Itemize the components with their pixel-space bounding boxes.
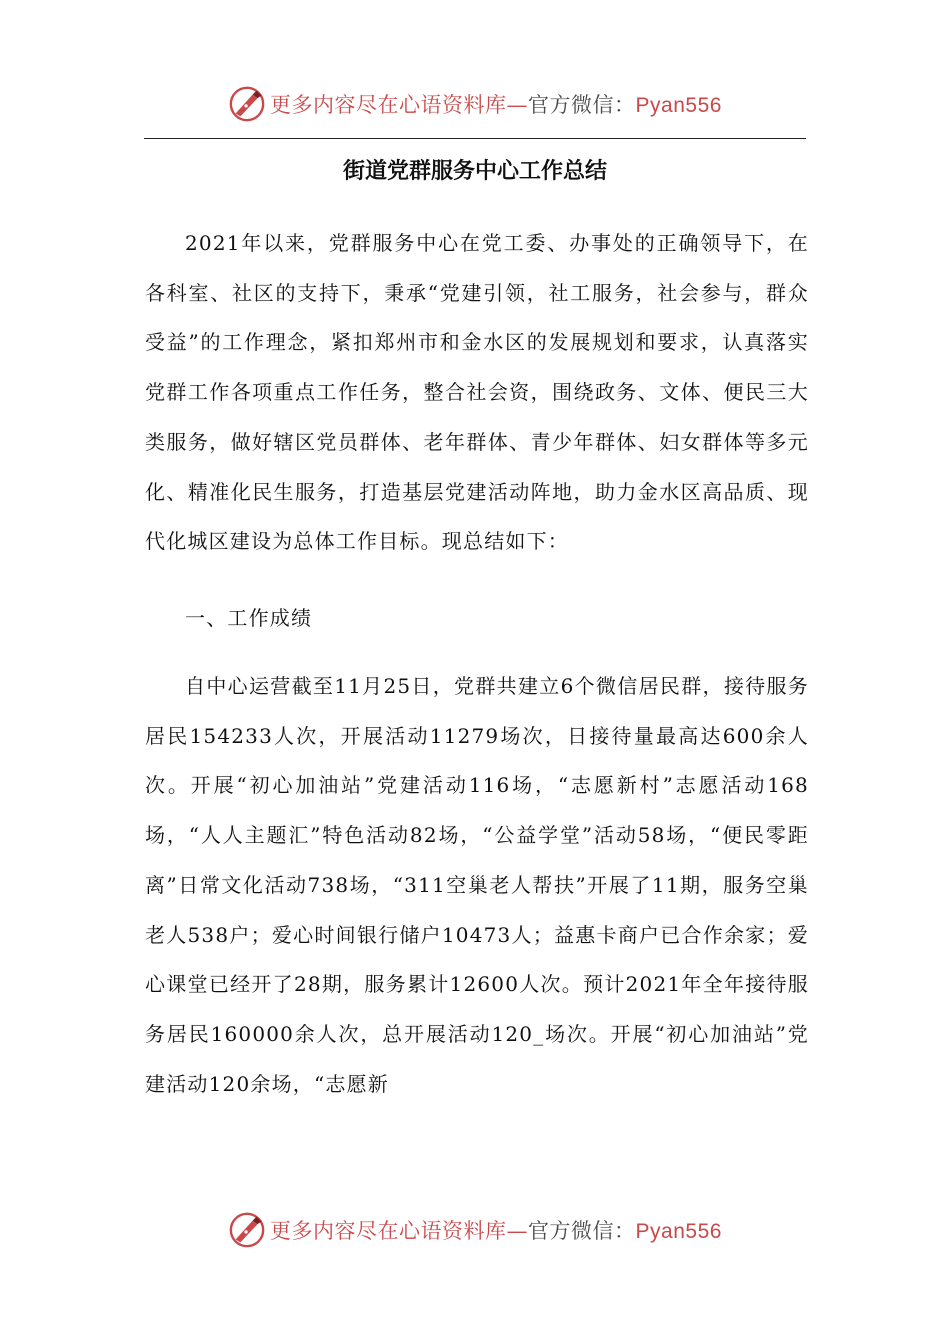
watermark-label: 官方微信： <box>528 1219 636 1243</box>
pen-nib-logo-icon <box>228 85 266 123</box>
section-heading: 一、工作成绩 <box>185 606 313 630</box>
watermark-main: 更多内容尽在心语资料库 <box>270 93 507 117</box>
document-body <box>145 219 809 1096</box>
watermark-footer <box>0 1208 950 1252</box>
watermark-text <box>270 89 722 119</box>
watermark-label: 官方微信： <box>528 93 636 117</box>
section-paragraph: 自中心运营截至11月25日，党群共建立6个微信居民群，接待服务居民154233人次，开展活动11279场次，日接待量最高达600余人次。开展“初心加油站”党建活动116场，“志愿新村”志愿活动168场，“人人主题汇”特色活动82场，“公益学堂”活动58场，“便民零距离”日常文化活动738场，“311空巢老人帮扶”开展了11期，服务空巢老人538户；爱心时间银行储户10473人；益惠卡商户已合作余家；爱心课堂已经开了28期，服务累计12600人次。预计2021年全年接待服务居民160000余人次，总开展活动120_场次。开展“初心加油站”党建活动120余场，“志愿新 <box>145 674 809 1096</box>
watermark-header <box>0 82 950 126</box>
page-title: 街道党群服务中心工作总结 <box>342 159 607 184</box>
watermark-dash: — <box>506 1219 529 1243</box>
watermark-code: Pyan556 <box>635 94 722 117</box>
watermark-main: 更多内容尽在心语资料库 <box>270 1219 507 1243</box>
pen-nib-logo-icon <box>228 1211 266 1249</box>
header-divider <box>144 138 806 139</box>
watermark-dash: — <box>506 93 529 117</box>
watermark-code: Pyan556 <box>635 1220 722 1243</box>
watermark-text <box>270 1215 722 1245</box>
intro-paragraph: 2021年以来，党群服务中心在党工委、办事处的正确领导下，在各科室、社区的支持下，秉承“党建引领，社工服务，社会参与，群众受益”的工作理念，紧扣郑州市和金水区的发展规划和要求，认真落实党群工作各项重点工作任务，整合社会资，围绕政务、文体、便民三大类服务，做好辖区党员群体、老年群体、青少年群体、妇女群体等多元化、精准化民生服务，打造基层党建活动阵地，助力金水区高品质、现代化城区建设为总体工作目标。现总结如下： <box>145 231 809 554</box>
